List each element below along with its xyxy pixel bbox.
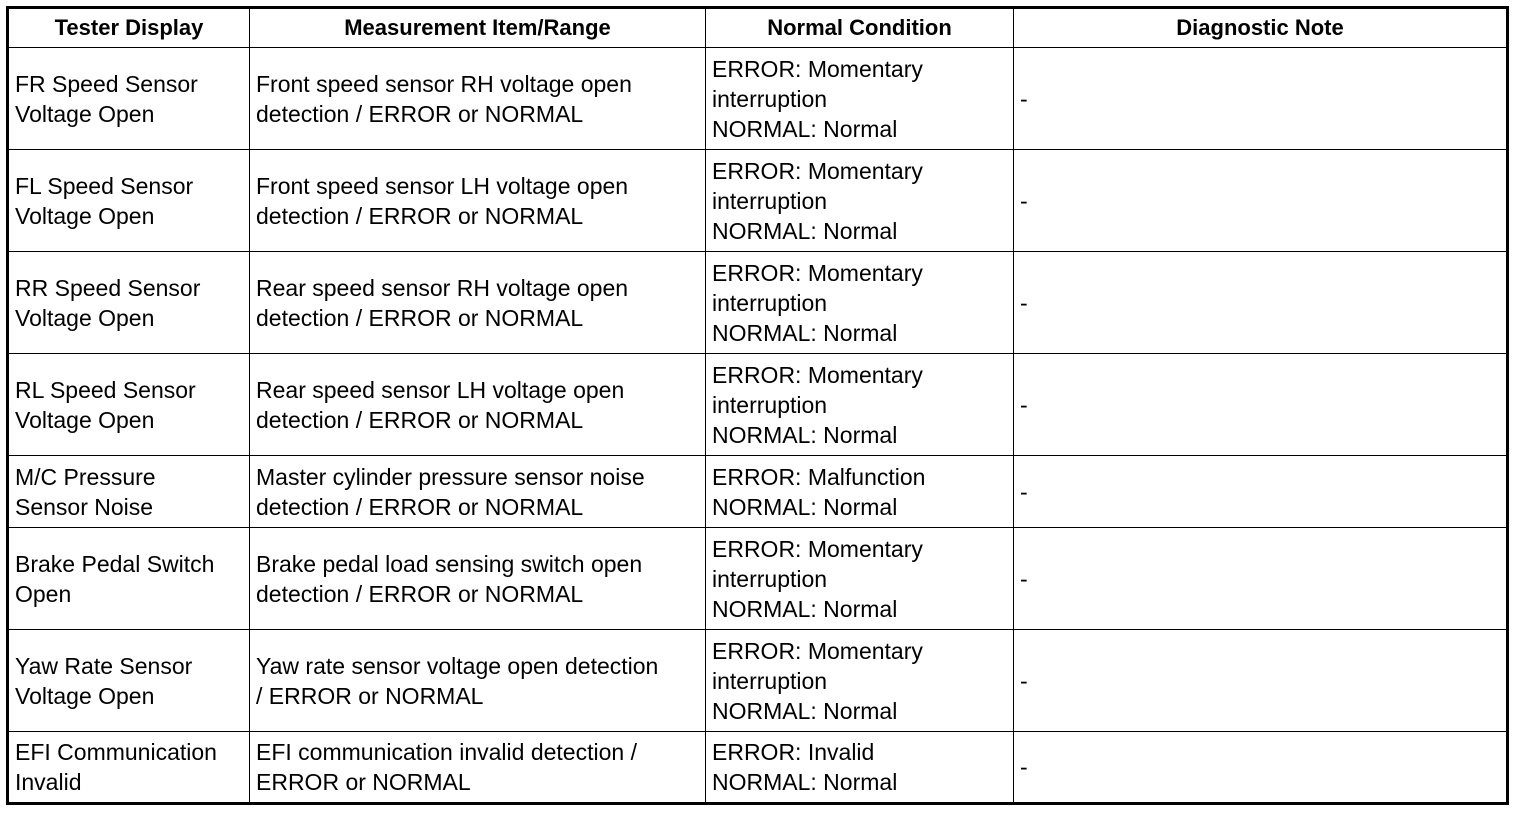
cell-normal-condition-line: interruption [712,667,828,694]
cell-normal-condition [706,456,1014,528]
cell-tester-display-line: Voltage Open [15,406,155,433]
cell-measurement-item-line: Master cylinder pressure sensor noise [256,463,645,490]
cell-measurement-item-line: ERROR or NORMAL [256,769,471,795]
cell-normal-condition [706,630,1014,732]
cell-measurement-item-line: Front speed sensor LH voltage open [256,172,629,199]
table-body [8,48,1508,804]
cell-tester-display [8,252,250,354]
cell-tester-display [8,456,250,528]
cell-tester-display-line: RR Speed Sensor [15,274,201,301]
cell-measurement-item-line: Front speed sensor RH voltage open [256,70,632,97]
header-diagnostic-note: Diagnostic Note [1014,8,1508,48]
cell-diagnostic-note: - [1014,732,1508,804]
cell-normal-condition-line: ERROR: Invalid [712,739,875,765]
cell-measurement-item [250,150,706,252]
cell-measurement-item [250,456,706,528]
cell-normal-condition [706,732,1014,804]
cell-tester-display-line: Voltage Open [15,100,155,127]
cell-tester-display-line: Yaw Rate Sensor [15,652,193,679]
cell-normal-condition-line: NORMAL: Normal [712,319,898,346]
cell-normal-condition [706,252,1014,354]
cell-normal-condition [706,150,1014,252]
cell-normal-condition-line: NORMAL: Normal [712,115,898,142]
cell-normal-condition-line: NORMAL: Normal [712,595,898,622]
cell-normal-condition-line: interruption [712,289,828,316]
cell-normal-condition [706,48,1014,150]
cell-tester-display [8,630,250,732]
cell-tester-display-line: Voltage Open [15,682,155,709]
table-row [8,456,1508,528]
diagnostic-data-table [6,6,1509,805]
cell-measurement-item [250,354,706,456]
cell-normal-condition-line: ERROR: Momentary [712,259,923,286]
cell-tester-display-line: EFI Communication [15,739,217,765]
cell-measurement-item [250,48,706,150]
cell-normal-condition-line: interruption [712,565,828,592]
header-normal-condition: Normal Condition [706,8,1014,48]
table-header [8,8,1508,48]
cell-measurement-item [250,528,706,630]
cell-normal-condition [706,528,1014,630]
cell-normal-condition-line: ERROR: Momentary [712,157,923,184]
cell-tester-display-line: M/C Pressure [15,463,156,490]
cell-normal-condition-line: interruption [712,391,828,418]
cell-normal-condition-line: NORMAL: Normal [712,421,898,448]
cell-diagnostic-note: - [1014,456,1508,528]
table-row [8,252,1508,354]
cell-diagnostic-note: - [1014,354,1508,456]
cell-diagnostic-note: - [1014,150,1508,252]
cell-diagnostic-note: - [1014,252,1508,354]
cell-measurement-item-line: detection / ERROR or NORMAL [256,202,584,229]
cell-normal-condition-line: NORMAL: Normal [712,493,898,520]
cell-tester-display-line: FL Speed Sensor [15,172,194,199]
cell-tester-display [8,528,250,630]
cell-tester-display-line: Open [15,580,72,607]
table-row [8,528,1508,630]
cell-diagnostic-note: - [1014,528,1508,630]
cell-tester-display [8,354,250,456]
cell-normal-condition-line: ERROR: Momentary [712,535,923,562]
cell-measurement-item-line: Brake pedal load sensing switch open [256,550,643,577]
cell-tester-display-line: FR Speed Sensor [15,70,198,97]
cell-tester-display-line: Voltage Open [15,202,155,229]
cell-measurement-item [250,732,706,804]
cell-normal-condition-line: ERROR: Momentary [712,55,923,82]
cell-normal-condition-line: NORMAL: Normal [712,217,898,244]
cell-normal-condition-line: NORMAL: Normal [712,769,898,795]
cell-tester-display-line: RL Speed Sensor [15,376,196,403]
cell-measurement-item-line: detection / ERROR or NORMAL [256,493,584,520]
cell-measurement-item-line: EFI communication invalid detection / [256,739,637,765]
cell-measurement-item-line: detection / ERROR or NORMAL [256,580,584,607]
table-row [8,732,1508,804]
cell-normal-condition-line: NORMAL: Normal [712,697,898,724]
cell-measurement-item-line: detection / ERROR or NORMAL [256,100,584,127]
cell-measurement-item-line: detection / ERROR or NORMAL [256,406,584,433]
cell-tester-display [8,732,250,804]
table-row [8,150,1508,252]
table-row [8,48,1508,150]
cell-measurement-item-line: / ERROR or NORMAL [256,682,484,709]
header-tester-display: Tester Display [8,8,250,48]
table-row [8,630,1508,732]
header-measurement-item-range: Measurement Item/Range [250,8,706,48]
cell-normal-condition [706,354,1014,456]
cell-diagnostic-note: - [1014,48,1508,150]
cell-tester-display [8,150,250,252]
cell-normal-condition-line: interruption [712,85,828,112]
cell-measurement-item-line: Yaw rate sensor voltage open detection [256,652,659,679]
cell-normal-condition-line: ERROR: Malfunction [712,463,926,490]
cell-diagnostic-note: - [1014,630,1508,732]
cell-normal-condition-line: ERROR: Momentary [712,361,923,388]
cell-measurement-item [250,630,706,732]
cell-measurement-item-line: detection / ERROR or NORMAL [256,304,584,331]
cell-tester-display-line: Invalid [15,769,82,795]
cell-tester-display [8,48,250,150]
cell-tester-display-line: Voltage Open [15,304,155,331]
cell-measurement-item-line: Rear speed sensor LH voltage open [256,376,625,403]
cell-tester-display-line: Brake Pedal Switch [15,550,215,577]
table-row [8,354,1508,456]
cell-normal-condition-line: ERROR: Momentary [712,637,923,664]
cell-tester-display-line: Sensor Noise [15,493,154,520]
cell-measurement-item-line: Rear speed sensor RH voltage open [256,274,629,301]
cell-measurement-item [250,252,706,354]
cell-normal-condition-line: interruption [712,187,828,214]
header-row [8,8,1508,48]
